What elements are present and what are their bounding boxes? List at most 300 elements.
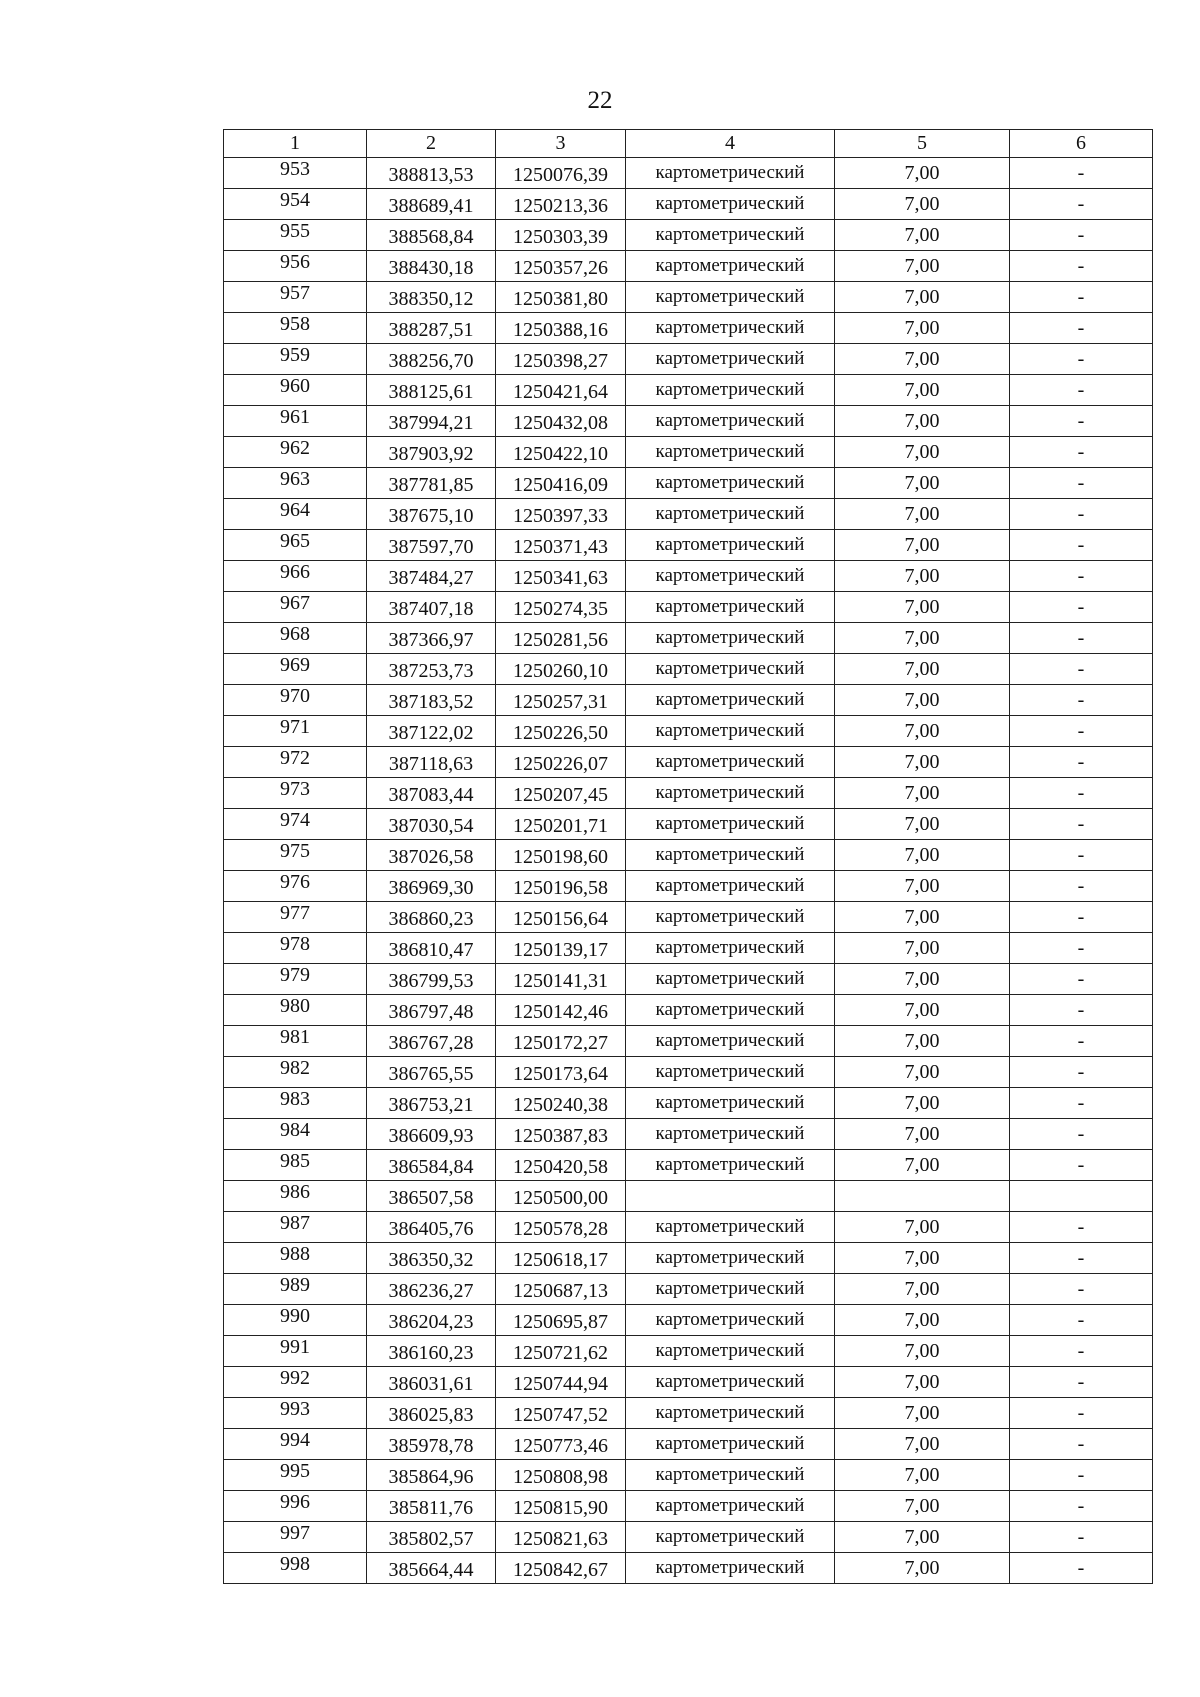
method-cell: картометрический: [626, 592, 835, 623]
y-coordinate-cell: 1250422,10: [496, 437, 626, 468]
method-cell: картометрический: [626, 1212, 835, 1243]
table-row: [224, 1553, 1153, 1584]
point-number-cell: 983: [224, 1088, 367, 1119]
accuracy-cell: 7,00: [835, 313, 1010, 344]
page-number: 22: [587, 87, 613, 114]
accuracy-cell: 7,00: [835, 747, 1010, 778]
note-cell: -: [1010, 468, 1153, 499]
point-number-cell: 986: [224, 1181, 367, 1212]
note-cell: -: [1010, 1212, 1153, 1243]
table-row: [224, 344, 1153, 375]
y-coordinate-cell: 1250381,80: [496, 282, 626, 313]
method-cell: картометрический: [626, 468, 835, 499]
method-cell: картометрический: [626, 1119, 835, 1150]
note-cell: -: [1010, 375, 1153, 406]
coordinates-table: [223, 129, 1153, 1584]
method-cell: картометрический: [626, 623, 835, 654]
x-coordinate-cell: 386797,48: [367, 995, 496, 1026]
column-header: 3: [496, 130, 626, 158]
point-number-cell: 988: [224, 1243, 367, 1274]
accuracy-cell: 7,00: [835, 778, 1010, 809]
accuracy-cell: [835, 1181, 1010, 1212]
x-coordinate-cell: 386969,30: [367, 871, 496, 902]
table-row: [224, 654, 1153, 685]
method-cell: картометрический: [626, 158, 835, 189]
x-coordinate-cell: 385864,96: [367, 1460, 496, 1491]
note-cell: -: [1010, 499, 1153, 530]
table-row: [224, 716, 1153, 747]
table-row: [224, 1491, 1153, 1522]
x-coordinate-cell: 387781,85: [367, 468, 496, 499]
x-coordinate-cell: 386609,93: [367, 1119, 496, 1150]
note-cell: -: [1010, 716, 1153, 747]
point-number-cell: 958: [224, 313, 367, 344]
point-number-cell: 966: [224, 561, 367, 592]
y-coordinate-cell: 1250421,64: [496, 375, 626, 406]
note-cell: -: [1010, 902, 1153, 933]
point-number-cell: 982: [224, 1057, 367, 1088]
note-cell: -: [1010, 1274, 1153, 1305]
x-coordinate-cell: 385811,76: [367, 1491, 496, 1522]
note-cell: -: [1010, 251, 1153, 282]
point-number-cell: 967: [224, 592, 367, 623]
table-row: [224, 1429, 1153, 1460]
point-number-cell: 959: [224, 344, 367, 375]
accuracy-cell: 7,00: [835, 344, 1010, 375]
note-cell: -: [1010, 747, 1153, 778]
x-coordinate-cell: 386031,61: [367, 1367, 496, 1398]
method-cell: картометрический: [626, 654, 835, 685]
table-row: [224, 1057, 1153, 1088]
note-cell: -: [1010, 189, 1153, 220]
x-coordinate-cell: 385978,78: [367, 1429, 496, 1460]
x-coordinate-cell: 387484,27: [367, 561, 496, 592]
accuracy-cell: 7,00: [835, 840, 1010, 871]
note-cell: -: [1010, 1305, 1153, 1336]
y-coordinate-cell: 1250139,17: [496, 933, 626, 964]
table-row: [224, 685, 1153, 716]
column-header: 5: [835, 130, 1010, 158]
table-row: [224, 933, 1153, 964]
method-cell: картометрический: [626, 809, 835, 840]
y-coordinate-cell: 1250747,52: [496, 1398, 626, 1429]
y-coordinate-cell: 1250156,64: [496, 902, 626, 933]
table-row: [224, 1460, 1153, 1491]
x-coordinate-cell: 388256,70: [367, 344, 496, 375]
method-cell: картометрический: [626, 964, 835, 995]
note-cell: -: [1010, 313, 1153, 344]
table-row: [224, 1305, 1153, 1336]
method-cell: картометрический: [626, 1057, 835, 1088]
point-number-cell: 960: [224, 375, 367, 406]
y-coordinate-cell: 1250341,63: [496, 561, 626, 592]
y-coordinate-cell: 1250274,35: [496, 592, 626, 623]
note-cell: -: [1010, 1088, 1153, 1119]
accuracy-cell: 7,00: [835, 1119, 1010, 1150]
x-coordinate-cell: 388689,41: [367, 189, 496, 220]
y-coordinate-cell: 1250578,28: [496, 1212, 626, 1243]
method-cell: картометрический: [626, 1243, 835, 1274]
y-coordinate-cell: 1250387,83: [496, 1119, 626, 1150]
point-number-cell: 985: [224, 1150, 367, 1181]
note-cell: -: [1010, 437, 1153, 468]
method-cell: картометрический: [626, 933, 835, 964]
point-number-cell: 997: [224, 1522, 367, 1553]
accuracy-cell: 7,00: [835, 1460, 1010, 1491]
accuracy-cell: 7,00: [835, 995, 1010, 1026]
y-coordinate-cell: 1250226,07: [496, 747, 626, 778]
accuracy-cell: 7,00: [835, 1429, 1010, 1460]
note-cell: -: [1010, 685, 1153, 716]
table-row: [224, 1026, 1153, 1057]
method-cell: картометрический: [626, 1491, 835, 1522]
x-coordinate-cell: 387597,70: [367, 530, 496, 561]
method-cell: картометрический: [626, 1398, 835, 1429]
point-number-cell: 976: [224, 871, 367, 902]
x-coordinate-cell: 386405,76: [367, 1212, 496, 1243]
table-row: [224, 623, 1153, 654]
point-number-cell: 961: [224, 406, 367, 437]
accuracy-cell: 7,00: [835, 1367, 1010, 1398]
method-cell: картометрический: [626, 406, 835, 437]
x-coordinate-cell: 388350,12: [367, 282, 496, 313]
table-row: [224, 437, 1153, 468]
table-row: [224, 468, 1153, 499]
y-coordinate-cell: 1250416,09: [496, 468, 626, 499]
method-cell: [626, 1181, 835, 1212]
y-coordinate-cell: 1250388,16: [496, 313, 626, 344]
x-coordinate-cell: 388813,53: [367, 158, 496, 189]
y-coordinate-cell: 1250773,46: [496, 1429, 626, 1460]
note-cell: -: [1010, 1429, 1153, 1460]
y-coordinate-cell: 1250303,39: [496, 220, 626, 251]
method-cell: картометрический: [626, 561, 835, 592]
x-coordinate-cell: 387994,21: [367, 406, 496, 437]
point-number-cell: 969: [224, 654, 367, 685]
note-cell: -: [1010, 1553, 1153, 1584]
note-cell: -: [1010, 871, 1153, 902]
accuracy-cell: 7,00: [835, 1243, 1010, 1274]
point-number-cell: 991: [224, 1336, 367, 1367]
accuracy-cell: 7,00: [835, 809, 1010, 840]
y-coordinate-cell: 1250500,00: [496, 1181, 626, 1212]
note-cell: -: [1010, 158, 1153, 189]
note-cell: -: [1010, 964, 1153, 995]
point-number-cell: 971: [224, 716, 367, 747]
point-number-cell: 987: [224, 1212, 367, 1243]
column-header: 6: [1010, 130, 1153, 158]
point-number-cell: 973: [224, 778, 367, 809]
accuracy-cell: 7,00: [835, 499, 1010, 530]
y-coordinate-cell: 1250695,87: [496, 1305, 626, 1336]
accuracy-cell: 7,00: [835, 375, 1010, 406]
y-coordinate-cell: 1250371,43: [496, 530, 626, 561]
accuracy-cell: 7,00: [835, 1336, 1010, 1367]
accuracy-cell: 7,00: [835, 1026, 1010, 1057]
method-cell: картометрический: [626, 1553, 835, 1584]
point-number-cell: 992: [224, 1367, 367, 1398]
x-coordinate-cell: 386753,21: [367, 1088, 496, 1119]
table-body: [224, 130, 1153, 1584]
method-cell: картометрический: [626, 251, 835, 282]
note-cell: -: [1010, 1367, 1153, 1398]
accuracy-cell: 7,00: [835, 685, 1010, 716]
y-coordinate-cell: 1250207,45: [496, 778, 626, 809]
y-coordinate-cell: 1250821,63: [496, 1522, 626, 1553]
note-cell: -: [1010, 1057, 1153, 1088]
table-row: [224, 313, 1153, 344]
table-row: [224, 375, 1153, 406]
accuracy-cell: 7,00: [835, 561, 1010, 592]
point-number-cell: 977: [224, 902, 367, 933]
method-cell: картометрический: [626, 1522, 835, 1553]
note-cell: -: [1010, 995, 1153, 1026]
point-number-cell: 965: [224, 530, 367, 561]
accuracy-cell: 7,00: [835, 1398, 1010, 1429]
point-number-cell: 953: [224, 158, 367, 189]
point-number-cell: 978: [224, 933, 367, 964]
accuracy-cell: 7,00: [835, 1553, 1010, 1584]
note-cell: -: [1010, 778, 1153, 809]
method-cell: картометрический: [626, 375, 835, 406]
y-coordinate-cell: 1250397,33: [496, 499, 626, 530]
point-number-cell: 979: [224, 964, 367, 995]
y-coordinate-cell: 1250257,31: [496, 685, 626, 716]
table-row: [224, 1119, 1153, 1150]
method-cell: картометрический: [626, 1460, 835, 1491]
accuracy-cell: 7,00: [835, 1057, 1010, 1088]
accuracy-cell: 7,00: [835, 468, 1010, 499]
note-cell: -: [1010, 1336, 1153, 1367]
point-number-cell: 980: [224, 995, 367, 1026]
point-number-cell: 993: [224, 1398, 367, 1429]
accuracy-cell: 7,00: [835, 592, 1010, 623]
point-number-cell: 954: [224, 189, 367, 220]
y-coordinate-cell: 1250172,27: [496, 1026, 626, 1057]
table-row: [224, 499, 1153, 530]
x-coordinate-cell: 388430,18: [367, 251, 496, 282]
table-row: [224, 282, 1153, 313]
x-coordinate-cell: 386507,58: [367, 1181, 496, 1212]
accuracy-cell: 7,00: [835, 933, 1010, 964]
y-coordinate-cell: 1250721,62: [496, 1336, 626, 1367]
table-row: [224, 1274, 1153, 1305]
accuracy-cell: 7,00: [835, 1212, 1010, 1243]
note-cell: -: [1010, 1026, 1153, 1057]
accuracy-cell: 7,00: [835, 654, 1010, 685]
point-number-cell: 975: [224, 840, 367, 871]
method-cell: картометрический: [626, 1305, 835, 1336]
point-number-cell: 955: [224, 220, 367, 251]
note-cell: -: [1010, 561, 1153, 592]
table-row: [224, 778, 1153, 809]
x-coordinate-cell: 386799,53: [367, 964, 496, 995]
accuracy-cell: 7,00: [835, 902, 1010, 933]
table-row: [224, 1181, 1153, 1212]
table-row: [224, 871, 1153, 902]
method-cell: картометрический: [626, 344, 835, 375]
x-coordinate-cell: 387083,44: [367, 778, 496, 809]
note-cell: [1010, 1181, 1153, 1212]
method-cell: картометрический: [626, 778, 835, 809]
accuracy-cell: 7,00: [835, 1150, 1010, 1181]
table-row: [224, 189, 1153, 220]
point-number-cell: 963: [224, 468, 367, 499]
method-cell: картометрический: [626, 995, 835, 1026]
note-cell: -: [1010, 1491, 1153, 1522]
accuracy-cell: 7,00: [835, 251, 1010, 282]
y-coordinate-cell: 1250432,08: [496, 406, 626, 437]
x-coordinate-cell: 388287,51: [367, 313, 496, 344]
y-coordinate-cell: 1250226,50: [496, 716, 626, 747]
method-cell: картометрический: [626, 530, 835, 561]
y-coordinate-cell: 1250076,39: [496, 158, 626, 189]
table-row: [224, 592, 1153, 623]
x-coordinate-cell: 386236,27: [367, 1274, 496, 1305]
x-coordinate-cell: 386025,83: [367, 1398, 496, 1429]
table-row: [224, 530, 1153, 561]
table-row: [224, 1150, 1153, 1181]
table-row: [224, 840, 1153, 871]
x-coordinate-cell: 387030,54: [367, 809, 496, 840]
point-number-cell: 964: [224, 499, 367, 530]
x-coordinate-cell: 387026,58: [367, 840, 496, 871]
note-cell: -: [1010, 1243, 1153, 1274]
accuracy-cell: 7,00: [835, 282, 1010, 313]
x-coordinate-cell: 386767,28: [367, 1026, 496, 1057]
x-coordinate-cell: 386765,55: [367, 1057, 496, 1088]
table-row: [224, 1243, 1153, 1274]
point-number-cell: 968: [224, 623, 367, 654]
note-cell: -: [1010, 1119, 1153, 1150]
method-cell: картометрический: [626, 437, 835, 468]
accuracy-cell: 7,00: [835, 1088, 1010, 1119]
y-coordinate-cell: 1250687,13: [496, 1274, 626, 1305]
point-number-cell: 957: [224, 282, 367, 313]
header-row: [224, 130, 1153, 158]
method-cell: картометрический: [626, 1026, 835, 1057]
accuracy-cell: 7,00: [835, 1491, 1010, 1522]
table-row: [224, 1367, 1153, 1398]
y-coordinate-cell: 1250201,71: [496, 809, 626, 840]
table-row: [224, 561, 1153, 592]
x-coordinate-cell: 386160,23: [367, 1336, 496, 1367]
method-cell: картометрический: [626, 282, 835, 313]
note-cell: -: [1010, 933, 1153, 964]
x-coordinate-cell: 387903,92: [367, 437, 496, 468]
method-cell: картометрический: [626, 1367, 835, 1398]
x-coordinate-cell: 387407,18: [367, 592, 496, 623]
method-cell: картометрический: [626, 840, 835, 871]
accuracy-cell: 7,00: [835, 530, 1010, 561]
x-coordinate-cell: 387675,10: [367, 499, 496, 530]
note-cell: -: [1010, 623, 1153, 654]
y-coordinate-cell: 1250213,36: [496, 189, 626, 220]
method-cell: картометрический: [626, 189, 835, 220]
x-coordinate-cell: 388568,84: [367, 220, 496, 251]
method-cell: картометрический: [626, 1274, 835, 1305]
y-coordinate-cell: 1250281,56: [496, 623, 626, 654]
note-cell: -: [1010, 344, 1153, 375]
accuracy-cell: 7,00: [835, 158, 1010, 189]
method-cell: картометрический: [626, 1429, 835, 1460]
point-number-cell: 970: [224, 685, 367, 716]
note-cell: -: [1010, 1150, 1153, 1181]
y-coordinate-cell: 1250420,58: [496, 1150, 626, 1181]
note-cell: -: [1010, 406, 1153, 437]
x-coordinate-cell: 386860,23: [367, 902, 496, 933]
x-coordinate-cell: 386584,84: [367, 1150, 496, 1181]
method-cell: картометрический: [626, 747, 835, 778]
y-coordinate-cell: 1250240,38: [496, 1088, 626, 1119]
note-cell: -: [1010, 220, 1153, 251]
table-row: [224, 220, 1153, 251]
y-coordinate-cell: 1250173,64: [496, 1057, 626, 1088]
method-cell: картометрический: [626, 871, 835, 902]
note-cell: -: [1010, 1522, 1153, 1553]
x-coordinate-cell: 387122,02: [367, 716, 496, 747]
method-cell: картометрический: [626, 313, 835, 344]
y-coordinate-cell: 1250260,10: [496, 654, 626, 685]
x-coordinate-cell: 387183,52: [367, 685, 496, 716]
method-cell: картометрический: [626, 1088, 835, 1119]
y-coordinate-cell: 1250842,67: [496, 1553, 626, 1584]
point-number-cell: 994: [224, 1429, 367, 1460]
table-row: [224, 406, 1153, 437]
point-number-cell: 996: [224, 1491, 367, 1522]
point-number-cell: 989: [224, 1274, 367, 1305]
method-cell: картометрический: [626, 1336, 835, 1367]
point-number-cell: 990: [224, 1305, 367, 1336]
accuracy-cell: 7,00: [835, 437, 1010, 468]
table-row: [224, 995, 1153, 1026]
point-number-cell: 984: [224, 1119, 367, 1150]
point-number-cell: 956: [224, 251, 367, 282]
method-cell: картометрический: [626, 499, 835, 530]
note-cell: -: [1010, 1398, 1153, 1429]
point-number-cell: 981: [224, 1026, 367, 1057]
y-coordinate-cell: 1250815,90: [496, 1491, 626, 1522]
y-coordinate-cell: 1250357,26: [496, 251, 626, 282]
accuracy-cell: 7,00: [835, 871, 1010, 902]
accuracy-cell: 7,00: [835, 1274, 1010, 1305]
x-coordinate-cell: 386810,47: [367, 933, 496, 964]
accuracy-cell: 7,00: [835, 220, 1010, 251]
column-header: 1: [224, 130, 367, 158]
accuracy-cell: 7,00: [835, 964, 1010, 995]
x-coordinate-cell: 388125,61: [367, 375, 496, 406]
table-row: [224, 1212, 1153, 1243]
y-coordinate-cell: 1250196,58: [496, 871, 626, 902]
table-row: [224, 251, 1153, 282]
x-coordinate-cell: 387118,63: [367, 747, 496, 778]
accuracy-cell: 7,00: [835, 189, 1010, 220]
x-coordinate-cell: 387253,73: [367, 654, 496, 685]
y-coordinate-cell: 1250744,94: [496, 1367, 626, 1398]
accuracy-cell: 7,00: [835, 406, 1010, 437]
method-cell: картометрический: [626, 1150, 835, 1181]
y-coordinate-cell: 1250618,17: [496, 1243, 626, 1274]
note-cell: -: [1010, 592, 1153, 623]
x-coordinate-cell: 387366,97: [367, 623, 496, 654]
method-cell: картометрический: [626, 902, 835, 933]
note-cell: -: [1010, 809, 1153, 840]
table-row: [224, 1398, 1153, 1429]
x-coordinate-cell: 385664,44: [367, 1553, 496, 1584]
note-cell: -: [1010, 840, 1153, 871]
method-cell: картометрический: [626, 220, 835, 251]
column-header: 2: [367, 130, 496, 158]
